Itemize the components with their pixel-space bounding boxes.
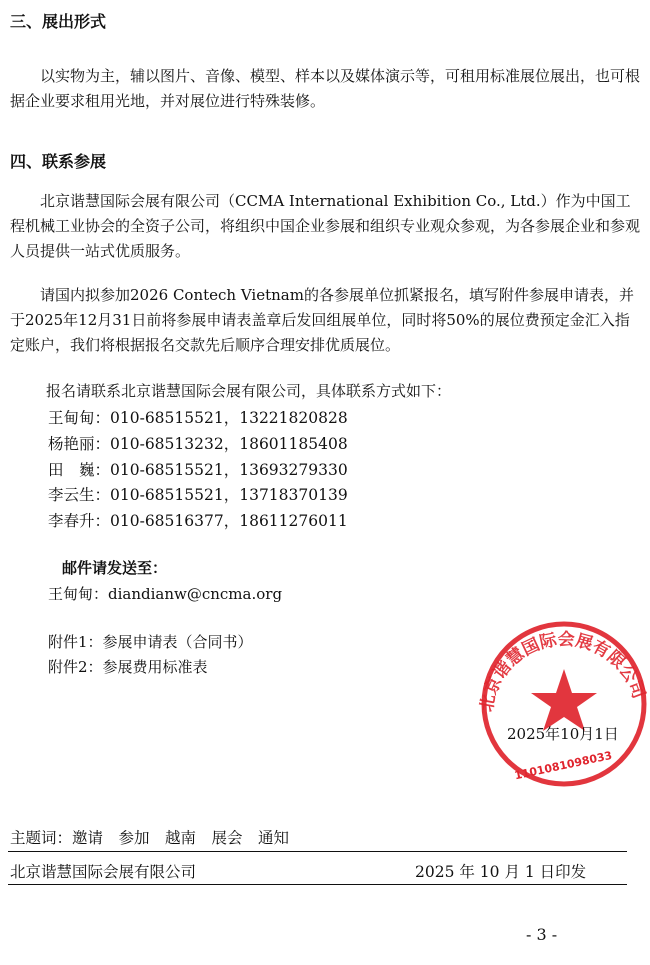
mail-label: 邮件请发送至：	[62, 559, 168, 577]
section-heading-contact: 四、联系参展	[10, 152, 107, 171]
section-heading-exhibit-format: 三、展出形式	[10, 12, 107, 31]
seal-star-icon	[531, 669, 597, 731]
mail-address-line: 王甸甸：diandianw@cncma.org	[48, 585, 283, 603]
signed-date: 2025年10月1日	[507, 725, 619, 743]
attachment-item: 附件2：参展费用标准表	[48, 658, 208, 676]
contact-line: 杨艳丽：010-68513232，18601185408	[48, 435, 348, 453]
contact-line: 李云生：010-68515521，13718370139	[48, 486, 348, 504]
contact-intro: 报名请联系北京谐慧国际会展有限公司，具体联系方式如下：	[46, 382, 452, 400]
company-seal-stamp	[467, 617, 650, 787]
registration-paragraph: 请国内拟参加2026 Contech Vietnam的各参展单位抓紧报名，填写附件参展申请表，并于2025年12月31日前将参展申请表盖章后发回组展单位，同时将50%的展位费预定金汇入指定账户，我们将根据报名交款先后顺序合理安排优质展位。	[10, 286, 634, 354]
footer-rule-top	[8, 851, 627, 852]
company-intro-paragraph: 北京谐慧国际会展有限公司（CCMA International Exhibition Co., Ltd.）作为中国工程机械工业协会的全资子公司，将组织中国企业参展和组织专业观众参观，为各参展企业和参观人员提供一站式优质服务。	[10, 192, 641, 260]
seal-text: 北京谐慧国际会展有限公司	[476, 629, 649, 714]
seal-number: 1101081098033	[513, 748, 614, 783]
issuing-company: 北京谐慧国际会展有限公司	[10, 863, 197, 881]
exhibit-format-paragraph: 以实物为主，辅以图片、音像、模型、样本以及媒体演示等，可租用标准展位展出，也可根据企业要求租用光地，并对展位进行特殊装修。	[10, 67, 641, 110]
page-number: - 3 -	[526, 925, 558, 944]
subject-keywords: 主题词：邀请 参加 越南 展会 通知	[10, 829, 290, 847]
print-date: 2025 年 10 月 1 日印发	[415, 863, 587, 881]
contact-line: 王甸甸：010-68515521，13221820828	[48, 409, 348, 427]
footer-rule-bottom	[8, 884, 627, 885]
contact-line: 李春升：010-68516377，18611276011	[48, 512, 348, 530]
attachment-item: 附件1：参展申请表（合同书）	[48, 633, 253, 651]
contact-line: 田 巍：010-68515521，13693279330	[48, 461, 348, 479]
